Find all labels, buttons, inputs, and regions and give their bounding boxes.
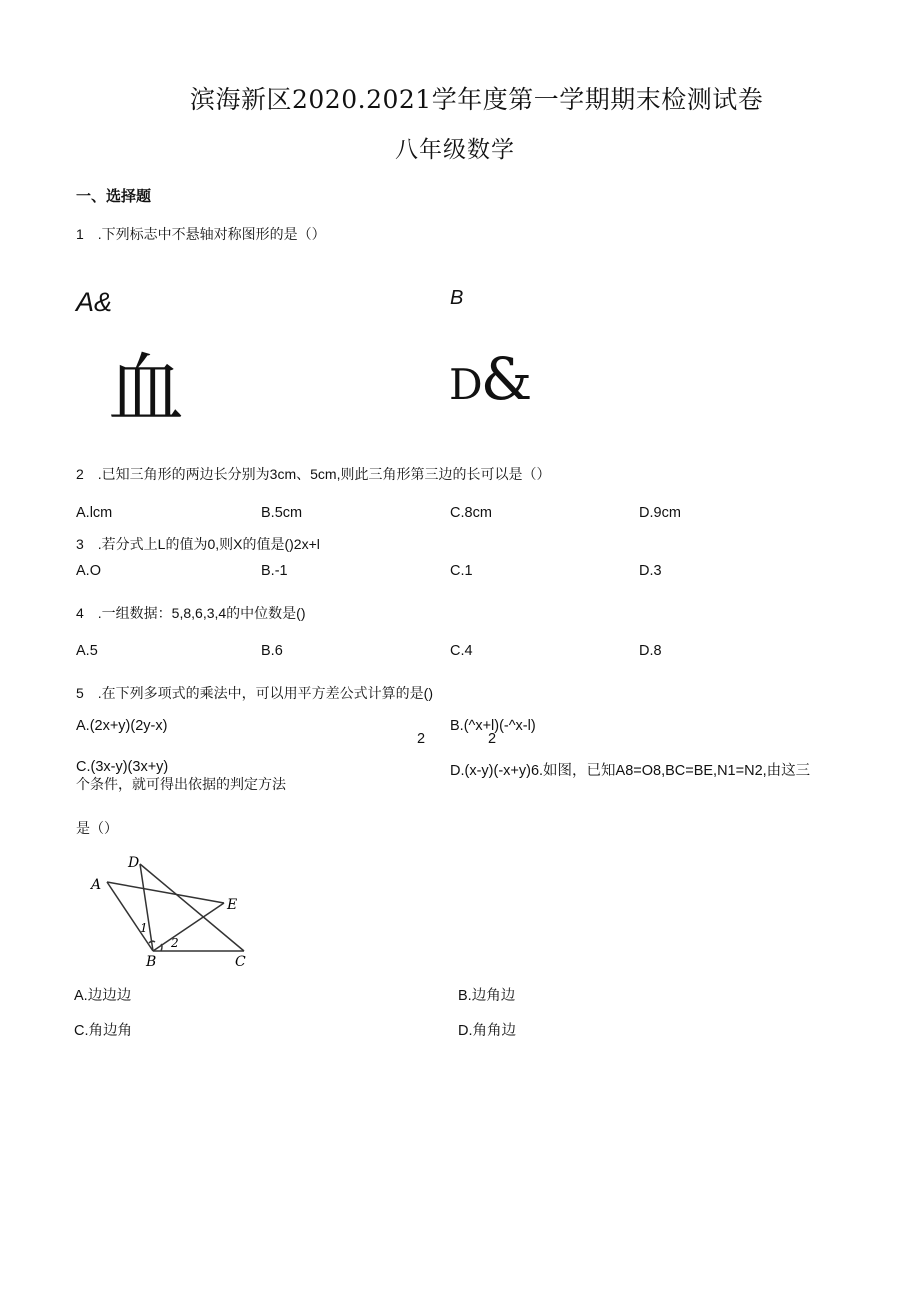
- q5-fraction-denominator-left: 2: [417, 731, 426, 747]
- q2-option-c: C.8cm: [450, 505, 492, 521]
- q5-option-b: B.(^x+l)(-^x-l): [450, 718, 536, 734]
- label-e: E: [227, 897, 238, 913]
- question-4-text: 4 .一组数据：5,8,6,3,4的中位数是(): [76, 605, 306, 621]
- q3-option-b: B.-1: [261, 563, 288, 579]
- question-5-text: 5 .在下列多项式的乘法中，可以用平方差公式计算的是(): [76, 685, 433, 701]
- question-3-text: 3 .若分式上L的值为0,则X的值是()2x+l: [76, 536, 320, 552]
- q3-option-a: A.O: [76, 563, 101, 579]
- question-6-text-cont-2: 是（）: [76, 820, 118, 836]
- q5-fraction-denominator-right: 2: [488, 731, 497, 747]
- q1-option-d-letter: D: [449, 360, 483, 409]
- q5-option-a: A.(2x+y)(2y-x): [76, 718, 168, 734]
- q6-option-b: B.边角边: [458, 988, 516, 1004]
- q6-geometry-figure: [86, 852, 256, 972]
- label-d: D: [128, 855, 140, 871]
- segment-ab: [107, 882, 153, 951]
- section-heading: 一、选择题: [76, 188, 152, 205]
- segment-db: [140, 864, 153, 951]
- page-title: 滨海新区2020.2021学年度第一学期期末检测试卷: [190, 85, 764, 114]
- q3-option-d: D.3: [639, 563, 662, 579]
- q2-option-a: A.lcm: [76, 505, 113, 521]
- q2-option-d: D.9cm: [639, 505, 681, 521]
- q2-option-b: B.5cm: [261, 505, 303, 521]
- q1-option-b-label: B: [450, 287, 464, 309]
- segment-be: [153, 903, 224, 951]
- q5-option-d-and-q6-text: D.(x-y)(-x+y)6.如图，已知A8=O8,BC=BE,N1=N2,由这三: [450, 763, 811, 779]
- q4-option-c: C.4: [450, 643, 473, 659]
- label-angle-2: 2: [171, 936, 179, 950]
- q4-option-a: A.5: [76, 643, 98, 659]
- q4-option-d: D.8: [639, 643, 662, 659]
- label-b: B: [146, 954, 157, 970]
- q6-option-a: A.边边边: [74, 988, 132, 1004]
- q3-option-c: C.1: [450, 563, 473, 579]
- q4-option-b: B.6: [261, 643, 283, 659]
- q1-option-d-ampersand: &: [480, 345, 533, 413]
- label-a: A: [91, 877, 102, 893]
- page-subtitle: 八年级数学: [395, 137, 515, 163]
- question-6-text-cont: 个条件，就可得出依据的判定方法: [76, 776, 286, 792]
- question-2-text: 2 .已知三角形的两边长分别为3cm、5cm,则此三角形第三边的长可以是（）: [76, 466, 551, 482]
- label-angle-1: 1: [140, 921, 148, 935]
- q1-option-a-logo: A&: [76, 287, 113, 317]
- angle-2-arc: [161, 944, 162, 951]
- question-1-text: 1 .下列标志中不悬轴对称图形的是（）: [76, 226, 326, 242]
- q5-option-c: C.(3x-y)(3x+y): [76, 759, 169, 775]
- q6-option-c: C.角边角: [74, 1023, 132, 1039]
- q1-option-d-logo: [449, 345, 532, 413]
- label-c: C: [235, 954, 246, 970]
- q1-option-c-logo: 血: [108, 344, 178, 433]
- q6-option-d: D.角角边: [458, 1023, 516, 1039]
